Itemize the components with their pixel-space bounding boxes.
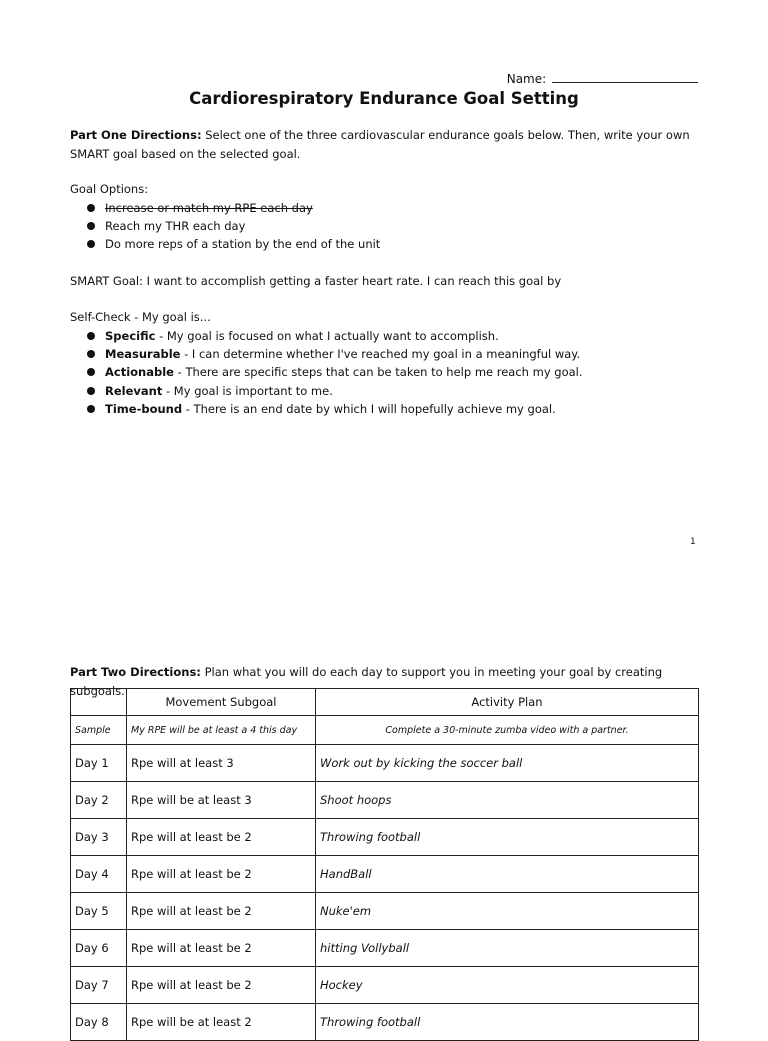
page-title: Cardiorespiratory Endurance Goal Setting: [189, 89, 579, 108]
day-cell: Day 7: [71, 967, 127, 1004]
self-check-text: - My goal is important to me.: [162, 383, 333, 398]
table-row: [71, 782, 699, 819]
activity-cell[interactable]: hitting Vollyball: [316, 930, 699, 967]
goal-option-item: [87, 217, 380, 235]
day-cell: Day 5: [71, 893, 127, 930]
self-check-item: [87, 400, 583, 418]
table-row: [71, 967, 699, 1004]
part-one-directions: [70, 126, 698, 163]
self-check-text: - My goal is focused on what I actually want to accomplish.: [155, 329, 499, 343]
self-check-item: [87, 345, 583, 363]
activity-cell[interactable]: Throwing football: [316, 819, 699, 856]
subgoal-cell[interactable]: Rpe will be at least 2: [127, 1004, 316, 1041]
day-cell: Day 1: [71, 745, 127, 782]
subgoal-cell[interactable]: Rpe will at least be 2: [127, 967, 316, 1004]
subgoal-table: [70, 688, 699, 1041]
subgoal-cell: My RPE will be at least a 4 this day: [127, 716, 316, 745]
goal-option-item: [87, 199, 380, 217]
activity-cell[interactable]: Nuke'em: [316, 893, 699, 930]
self-check-list: [87, 327, 583, 418]
day-cell: Day 8: [71, 1004, 127, 1041]
subgoal-cell[interactable]: Rpe will at least be 2: [127, 930, 316, 967]
header-cell-day: [71, 689, 127, 716]
name-label: Name:: [506, 72, 547, 86]
name-blank-line[interactable]: [552, 70, 698, 83]
table-row: [71, 856, 699, 893]
day-cell: Day 6: [71, 930, 127, 967]
self-check-text: - There is an end date by which I will hopefully achieve my goal.: [182, 401, 556, 416]
table-row: [71, 819, 699, 856]
day-cell: Day 4: [71, 856, 127, 893]
part-one-directions-label: Part One Directions:: [70, 128, 202, 142]
table-row: [71, 930, 699, 967]
part-two-directions-text: Plan what you will do each day to support you in meeting your goal by creating subgoals.: [70, 665, 663, 698]
goal-option-text: Do more reps of a station by the end of the unit: [105, 237, 381, 252]
subgoal-cell[interactable]: Rpe will at least 3: [127, 745, 316, 782]
subgoal-cell[interactable]: Rpe will at least be 2: [127, 893, 316, 930]
goal-option-text: Increase or match my RPE each day: [105, 201, 313, 215]
goal-option-text: Reach my THR each day: [105, 219, 246, 234]
activity-cell[interactable]: Throwing football: [316, 1004, 699, 1041]
day-cell: Day 3: [71, 819, 127, 856]
self-check-term: Relevant: [105, 383, 163, 398]
table-row-sample: [71, 716, 699, 745]
self-check-term: Specific: [105, 329, 156, 343]
table-row: [71, 1004, 699, 1041]
self-check-label: Self-Check - My goal is...: [70, 310, 211, 324]
header-cell-movement-subgoal: Movement Subgoal: [127, 689, 316, 716]
page-number: 1: [690, 537, 696, 547]
self-check-term: Actionable: [105, 365, 174, 380]
self-check-item: [87, 327, 583, 345]
header-cell-activity-plan: Activity Plan: [316, 689, 699, 716]
day-cell: Day 2: [71, 782, 127, 819]
goal-options-list: [87, 199, 380, 254]
self-check-item: [87, 382, 583, 400]
table-header-row: [71, 689, 699, 716]
subgoal-cell[interactable]: Rpe will at least be 2: [127, 856, 316, 893]
name-field: [507, 70, 698, 86]
goal-option-item: [87, 235, 380, 253]
activity-cell[interactable]: HandBall: [316, 856, 699, 893]
activity-cell[interactable]: Shoot hoops: [316, 782, 699, 819]
subgoal-cell[interactable]: Rpe will at least be 2: [127, 819, 316, 856]
subgoal-cell[interactable]: Rpe will be at least 3: [127, 782, 316, 819]
part-two-directions-label: Part Two Directions:: [70, 665, 201, 679]
table-row: [71, 745, 699, 782]
activity-cell: Complete a 30-minute zumba video with a partner.: [316, 716, 699, 745]
self-check-text: - I can determine whether I've reached my goal in a meaningful way.: [180, 347, 581, 362]
activity-cell[interactable]: Hockey: [316, 967, 699, 1004]
smart-goal-text: SMART Goal: I want to accomplish getting a faster heart rate. I can reach this goal by: [70, 274, 562, 288]
goal-options-label: Goal Options:: [70, 182, 149, 196]
self-check-term: Time-bound: [105, 401, 183, 416]
self-check-item: [87, 363, 583, 381]
activity-cell[interactable]: Work out by kicking the soccer ball: [316, 745, 699, 782]
self-check-text: - There are specific steps that can be taken to help me reach my goal.: [173, 365, 583, 380]
table-row: [71, 893, 699, 930]
part-one-directions-text: Select one of the three cardiovascular endurance goals below. Then, write your own SMART goal based on the selected goal.: [70, 128, 690, 161]
self-check-term: Measurable: [105, 347, 181, 362]
day-cell: Sample: [71, 716, 127, 745]
